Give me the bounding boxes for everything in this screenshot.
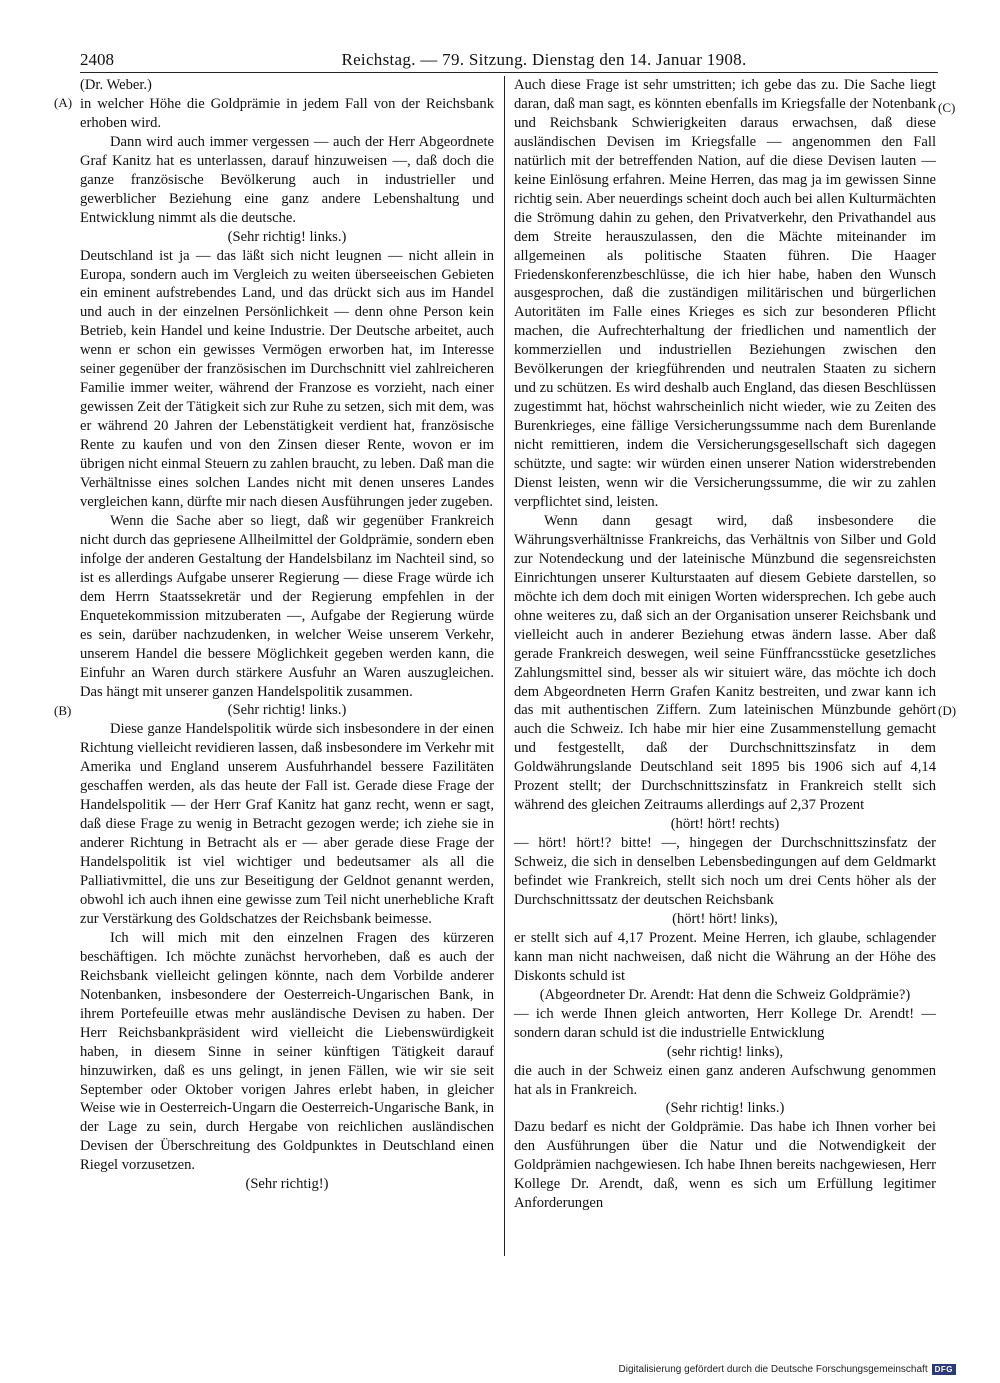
- paragraph: Wenn dann gesagt wird, daß insbesondere die Währungsverhältnisse Frankreichs, das Verhältnis von Silber und Gold zur Notendeckung und der lateinische Münzbund die segensreichsten Einrichtungen unserer Kulturstaaten auf diesem Gebiete darstellen, so möchte ich dem doch mit einigen Worten widersprechen. Ich gebe auch ohne weiteres zu, daß sich an der Organisation unserer Reichsbank und vielleicht auch in anderer Beziehung etwas ändern lasse. Aber daß gerade Frankreich deswegen, weil seine Fünffrancsstücke gesetzliches Zahlungsmittel sind, besser als wir situiert wäre, das möchte ich doch dem Abgeordneten Herrn Grafen Kanitz bestreiten, und zwar kann ich das mit authentischen Ziffern. Zum lateinischen Münzbunde gehört auch die Schweiz. Ich habe mir hier eine Zusammenstellung gemacht und festgestellt, daß der Durchschnittszinsfatz in dem Goldwährungslande Deutschland seit 1895 bis 1906 sich auf 4,14 Prozent stellt; der Durchschnittszinsfatz in Frankreich stellt sich während des gleichen Zeitraums allerdings auf 2,37 Prozent: [514, 512, 936, 814]
- paragraph: — ich werde Ihnen gleich antworten, Herr Kollege Dr. Arendt! — sondern daran schuld ist die industrielle Entwicklung: [514, 1005, 936, 1041]
- paragraph: Dann wird auch immer vergessen — auch der Herr Abgeordnete Graf Kanitz hat es unterlassen, darauf hinzuweisen —, daß doch die ganze französische Bevölkerung auch in industrieller und gewerblicher Beziehung eine ganz andere Lebenshaltung und Entwicklung nimmt als die deutsche.: [80, 133, 494, 226]
- dfg-logo: DFG: [932, 1364, 956, 1375]
- page-number: 2408: [80, 50, 114, 69]
- paragraph: Auch diese Frage ist sehr umstritten; ich gebe das zu. Die Sache liegt daran, daß man sagt, es könnten ebenfalls im Kriegsfalle der Notenbank und Reichsbank Schwierigkeiten daraus erwachsen, daß diese ausländischen Devisen im Kriegsfalle — angenommen den Fall natürlich mit der betreffenden Nation, auf die diese Devisen lauten — keine Einlösung erfahren. Meine Herren, das mag ja im gewissen Sinne richtig sein. Aber neuerdings scheint doch auch bei allen Kulturmächten die Strömung dahin zu gehen, den Privatverkehr, den Privathandel aus dem Streite herauszulassen, den die Mächte miteinander im allgemeinen als politische Staaten führen. Die Haager Friedenskonferenzbeschlüsse, die ich hier habe, haben den Wunsch ausgesprochen, daß die zuständigen militärischen und bürgerlichen Autoritäten im Falle eines Krieges es sich zur besonderen Pflicht machen, die Aufrechterhaltung der friedlichen und namentlich der kommerziellen und industriellen Beziehungen zwischen den Bevölkerungen der kriegführenden und neutralen Staaten zu sichern und zu schützen. Es wird deshalb auch England, das diesen Beschlüssen zugestimmt hat, höchst wahrscheinlich nicht wieder, wie zu Zeiten des Burenkrieges, eine fällige Versicherungssumme nach dem Burenlande nicht remittieren, indem die Versicherungsgesellschaft sich dagegen schützte, und sagte: wir würden einen unserer Nation widerstrebenden Dienst leisten, wenn wir die Versicherungssumme, die wir zu zahlen verpflichtet sind, leisten.: [514, 77, 936, 510]
- column-divider: [504, 76, 505, 1256]
- interjection: (sehr richtig! links),: [666, 1043, 784, 1060]
- left-column: [80, 76, 494, 1194]
- footer-credit: [619, 1364, 956, 1375]
- margin-mark-c: (C): [938, 100, 956, 115]
- interjection: (Sehr richtig! links.): [665, 1100, 785, 1117]
- paragraph: Wenn die Sache aber so liegt, daß wir gegenüber Frankreich nicht durch das gepriesene Allheilmittel der Goldprämie, sondern eben infolge der anderen Gestaltung der Handelsbilanz im Nachteil sind, so ist es allerdings Aufgabe unserer Regierung — diese Frage würde ich dem Herrn Staatssekretär und der Regierung empfehlen in der Enquetekommission mitzuberaten —, Aufgabe der Regierung würde es sein, darüber nachzudenken, in welcher Weise unserem Verkehr, unserem Handel die bessere Möglichkeit gegeben werden kann, die Einfuhr an Waren durch stärkere Ausfuhr an Waren auszugleichen. Das hängt mit unserer ganzen Handelspolitik zusammen.: [80, 512, 494, 700]
- page-header: [80, 44, 938, 70]
- header-rule: [80, 72, 938, 73]
- running-title: Reichstag. — 79. Sitzung. Dienstag den 14. Januar 1908.: [341, 50, 747, 69]
- margin-mark-b: (B): [54, 703, 72, 718]
- margin-mark-a: (A): [54, 95, 73, 110]
- paragraph: Diese ganze Handelspolitik würde sich insbesondere in der einen Richtung vielleicht revidieren lassen, daß insbesondere im Verkehr mit Amerika und England unserem Ausfuhrhandel bessere Fazilitäten geschaffen werden, als das heute der Fall ist. Gerade diese Frage der Handelspolitik — der Herr Graf Kanitz hat ganz recht, wenn er sagt, daß diese Frage zu wenig in Betracht gezogen werde; ich ziehe sie in anderer Richtung in Betracht als er — aber gerade diese Frage der Handelspolitik ist viel wichtiger und bedeutsamer als all die Palliativmittel, die uns zur Beseitigung der Geldnot genannt werden, obwohl ich auch ihnen eine gewisse zum Teil nicht unerhebliche Kraft zur Verstärkung des Goldschatzes der Reichsbank beimesse.: [80, 721, 494, 927]
- paragraph: Dazu bedarf es nicht der Goldprämie. Das habe ich Ihnen vorher bei den Ausführungen über die Natur und die Notwendigkeit der Goldprämien nachgewiesen. Ich habe Ihnen bereits nachgewiesen, Herr Kollege Dr. Arendt, daß, wenn es sich um Erfüllung legitimer Anforderungen: [514, 1119, 936, 1212]
- interjection: (Sehr richtig! links.): [227, 702, 347, 719]
- interjection: (hört! hört! links),: [672, 910, 778, 927]
- margin-mark-d: (D): [938, 703, 957, 718]
- speaker-label: (Dr. Weber.): [80, 77, 152, 93]
- paragraph: in welcher Höhe die Goldprämie in jedem Fall von der Reichsbank erhoben wird.: [80, 95, 494, 131]
- footer-credit-text: Digitalisierung gefördert durch die Deutsche Forschungsgemeinschaft: [618, 1364, 928, 1375]
- paragraph: Deutschland ist ja — das läßt sich nicht leugnen — nicht allein in Europa, sondern auch im Vergleich zu weiten überseeischen Gebieten ein eminent aufstrebendes Land, und das drückt sich aus im Handel und auch in der einzelnen Persönlichkeit — denn ohne Person kein Betrieb, kein Handel und keine Industrie. Der Deutsche arbeitet, auch wenn er schon ein gewisses Vermögen erworben hat, im Interesse seiner gegenüber der französischen im Durchschnitt viel zahlreicheren Familie immer weiter, während der Franzose es vorzieht, nach einer gewissen Zeit der Tätigkeit sich zur Ruhe zu setzen, sich mit dem, was er während 20 Jahren der Lebenstätigkeit verdient hat, französische Rente zu kaufen und von den Zinsen dieser Rente, wovon er im übrigen nicht einmal Steuern zu zahlen braucht, zu leben. Daß man die Verhältnisse eines solchen Landes nicht mit denen unseres Landes vergleichen kann, dürfte mir nach diesen Ausführungen jeder zugeben.: [80, 247, 494, 510]
- paragraph: Ich will mich mit den einzelnen Fragen des kürzeren beschäftigen. Ich möchte zunächst hervorheben, daß es auch der Reichsbank vielleicht gelingen könnte, nach dem Vorbilde anderer Notenbanken, insbesondere der Oesterreich-Ungarischen Bank, in ihrem Portefeuille etwas mehr ausländische Devisen zu haben. Der Herr Reichsbankpräsident wird vielleicht die Liebenswürdigkeit haben, in diesem Sinne in seiner künftigen Tätigkeit darauf hinzuwirken, daß es uns gelingt, in jenen Fällen, wie wir sie seit September oder Oktober vorigen Jahres erlebt haben, in gleicher Weise wie in Oesterreich-Ungarn die Oesterreich-Ungarische Bank, in der Lage zu sein, durch Hergabe von reichlichen ausländischen Devisen der Überschreitung des Goldpunktes in Deutschland einen Riegel vorzusetzen.: [80, 929, 494, 1174]
- interjection: (hört! hört! rechts): [670, 816, 780, 833]
- interjection: (Abgeordneter Dr. Arendt: Hat denn die Schweiz Goldprämie?): [539, 986, 911, 1003]
- paragraph: — hört! hört!? bitte! —, hingegen der Durchschnittszinsfatz der Schweiz, die sich in denselben Lebensbedingungen auf dem Geldmarkt befindet wie Frankreich, stellt sich noch um drei Cents höher als der Durchschnittssatz der deutschen Reichsbank: [514, 835, 936, 908]
- interjection: (Sehr richtig! links.): [227, 228, 347, 245]
- paragraph: er stellt sich auf 4,17 Prozent. Meine Herren, ich glaube, schlagender kann man nicht nachweisen, daß nicht die Währung an der Höhe des Diskonts schuld ist: [514, 929, 936, 984]
- right-column: [514, 76, 936, 1213]
- paragraph: die auch in der Schweiz einen ganz anderen Aufschwung genommen hat als in Frankreich.: [514, 1062, 936, 1098]
- interjection: (Sehr richtig!): [245, 1176, 329, 1193]
